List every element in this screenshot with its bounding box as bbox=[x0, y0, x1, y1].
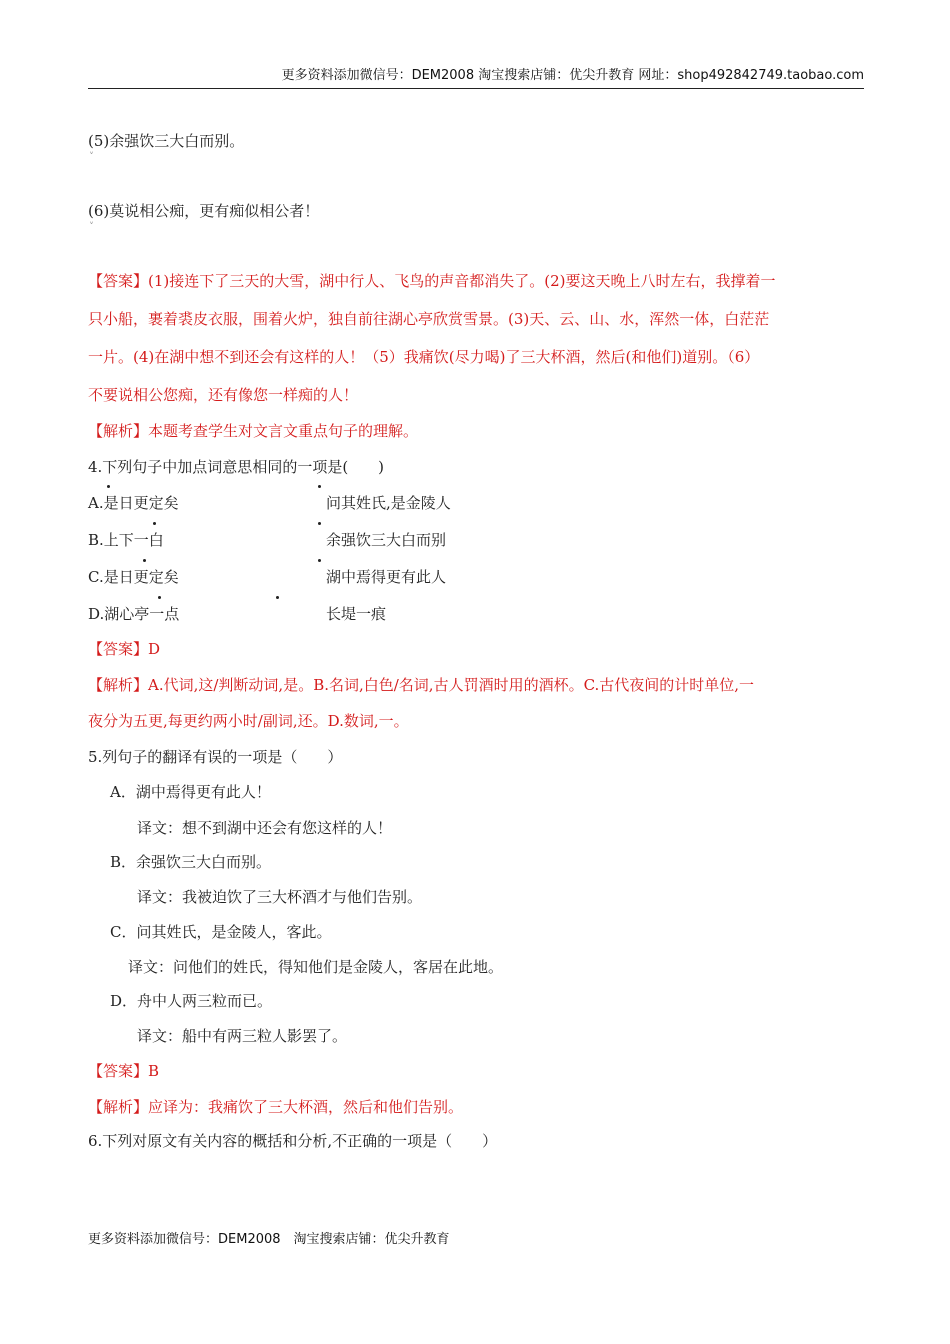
q5-option-d-translation: 译文：船中有两三粒人影罢了。 bbox=[137, 1027, 348, 1045]
q4-d-right: 长堤一痕 bbox=[326, 605, 387, 623]
answer-3-line-4: 不要说相公您痴，还有像您一样痴的人！ bbox=[88, 386, 359, 404]
q5-option-a-translation: 译文：想不到湖中还会有您这样的人！ bbox=[137, 819, 393, 837]
q4-a-left: A.是日更定矣 bbox=[88, 494, 179, 512]
q4-option-c bbox=[88, 566, 447, 588]
header-divider bbox=[88, 88, 864, 89]
emphasis-dot bbox=[318, 485, 321, 488]
answer-3-line-3: 一片。(4)在湖中想不到还会有这样的人！（5）我痛饮(尽力喝)了三大杯酒，然后(和他们)道别。（6） bbox=[88, 348, 760, 366]
answer-4: 【答案】D bbox=[88, 640, 161, 658]
sentence-6: (6)莫说相公痴，更有痴似相公者！ bbox=[88, 202, 320, 220]
q4-option-a bbox=[88, 492, 451, 514]
paragraph-mark: ˅ bbox=[89, 222, 94, 233]
q5-option-b-translation: 译文：我被迫饮了三大杯酒才与他们告别。 bbox=[137, 888, 423, 906]
q5-option-c-translation: 译文：问他们的姓氏，得知他们是金陵人，客居在此地。 bbox=[128, 958, 504, 976]
answer-5: 【答案】B bbox=[88, 1062, 160, 1080]
page-header: 更多资料添加微信号：DEM2008 淘宝搜索店铺：优尖升教育 网址：shop492842749.taobao.com bbox=[281, 68, 864, 83]
paragraph-mark: ˅ bbox=[89, 152, 94, 163]
answer-3-line-1: 【答案】(1)接连下了三天的大雪，湖中行人、飞鸟的声音都消失了。(2)要这天晚上八时左右，我撑着一 bbox=[88, 272, 776, 290]
question-6-stem: 6.下列对原文有关内容的概括和分析,不正确的一项是（ ） bbox=[88, 1132, 498, 1150]
page-footer: 更多资料添加微信号：DEM2008 淘宝搜索店铺：优尖升教育 bbox=[88, 1232, 450, 1247]
q4-d-left: D.湖心亭一点 bbox=[88, 605, 180, 623]
explanation-3: 【解析】本题考查学生对文言文重点句子的理解。 bbox=[88, 422, 419, 440]
q4-c-left: C.是日更定矣 bbox=[88, 568, 179, 586]
q4-a-right: 问其姓氏,是金陵人 bbox=[326, 494, 451, 512]
emphasis-dot bbox=[107, 485, 110, 488]
q5-option-c: C．问其姓氏，是金陵人，客此。 bbox=[110, 923, 332, 941]
q4-b-left: B.上下一白 bbox=[88, 531, 164, 549]
emphasis-dot bbox=[153, 522, 156, 525]
q4-option-b bbox=[88, 529, 447, 551]
emphasis-dot bbox=[276, 596, 279, 599]
q4-b-right: 余强饮三大白而别 bbox=[326, 531, 447, 549]
question-5-stem: 5.列句子的翻译有误的一项是（ ） bbox=[88, 748, 343, 766]
explanation-5: 【解析】应译为：我痛饮了三大杯酒，然后和他们告别。 bbox=[88, 1098, 464, 1116]
explanation-4-line-1: 【解析】A.代词,这/判断动词,是。B.名词,白色/名词,古人罚酒时用的酒杯。C.古代夜间的计时单位,一 bbox=[88, 676, 755, 694]
emphasis-dot bbox=[318, 559, 321, 562]
q4-c-right: 湖中焉得更有此人 bbox=[326, 568, 447, 586]
sentence-5: (5)余强饮三大白而别。 bbox=[88, 132, 245, 150]
answer-3-line-2: 只小船，裹着裘皮衣服，围着火炉，独自前往湖心亭欣赏雪景。(3)天、云、山、水，浑然一体，白茫茫 bbox=[88, 310, 770, 328]
q5-option-b: B．余强饮三大白而别。 bbox=[110, 853, 272, 871]
q5-option-a: A．湖中焉得更有此人！ bbox=[110, 783, 271, 801]
question-4-stem: 4.下列句子中加点词意思相同的一项是( ) bbox=[88, 458, 385, 476]
q5-option-d: D．舟中人两三粒而已。 bbox=[110, 992, 273, 1010]
emphasis-dot bbox=[143, 559, 146, 562]
explanation-4-line-2: 夜分为五更,每更约两小时/副词,还。D.数词,一。 bbox=[88, 712, 409, 730]
q4-option-d bbox=[88, 603, 387, 625]
emphasis-dot bbox=[318, 522, 321, 525]
emphasis-dot bbox=[158, 596, 161, 599]
